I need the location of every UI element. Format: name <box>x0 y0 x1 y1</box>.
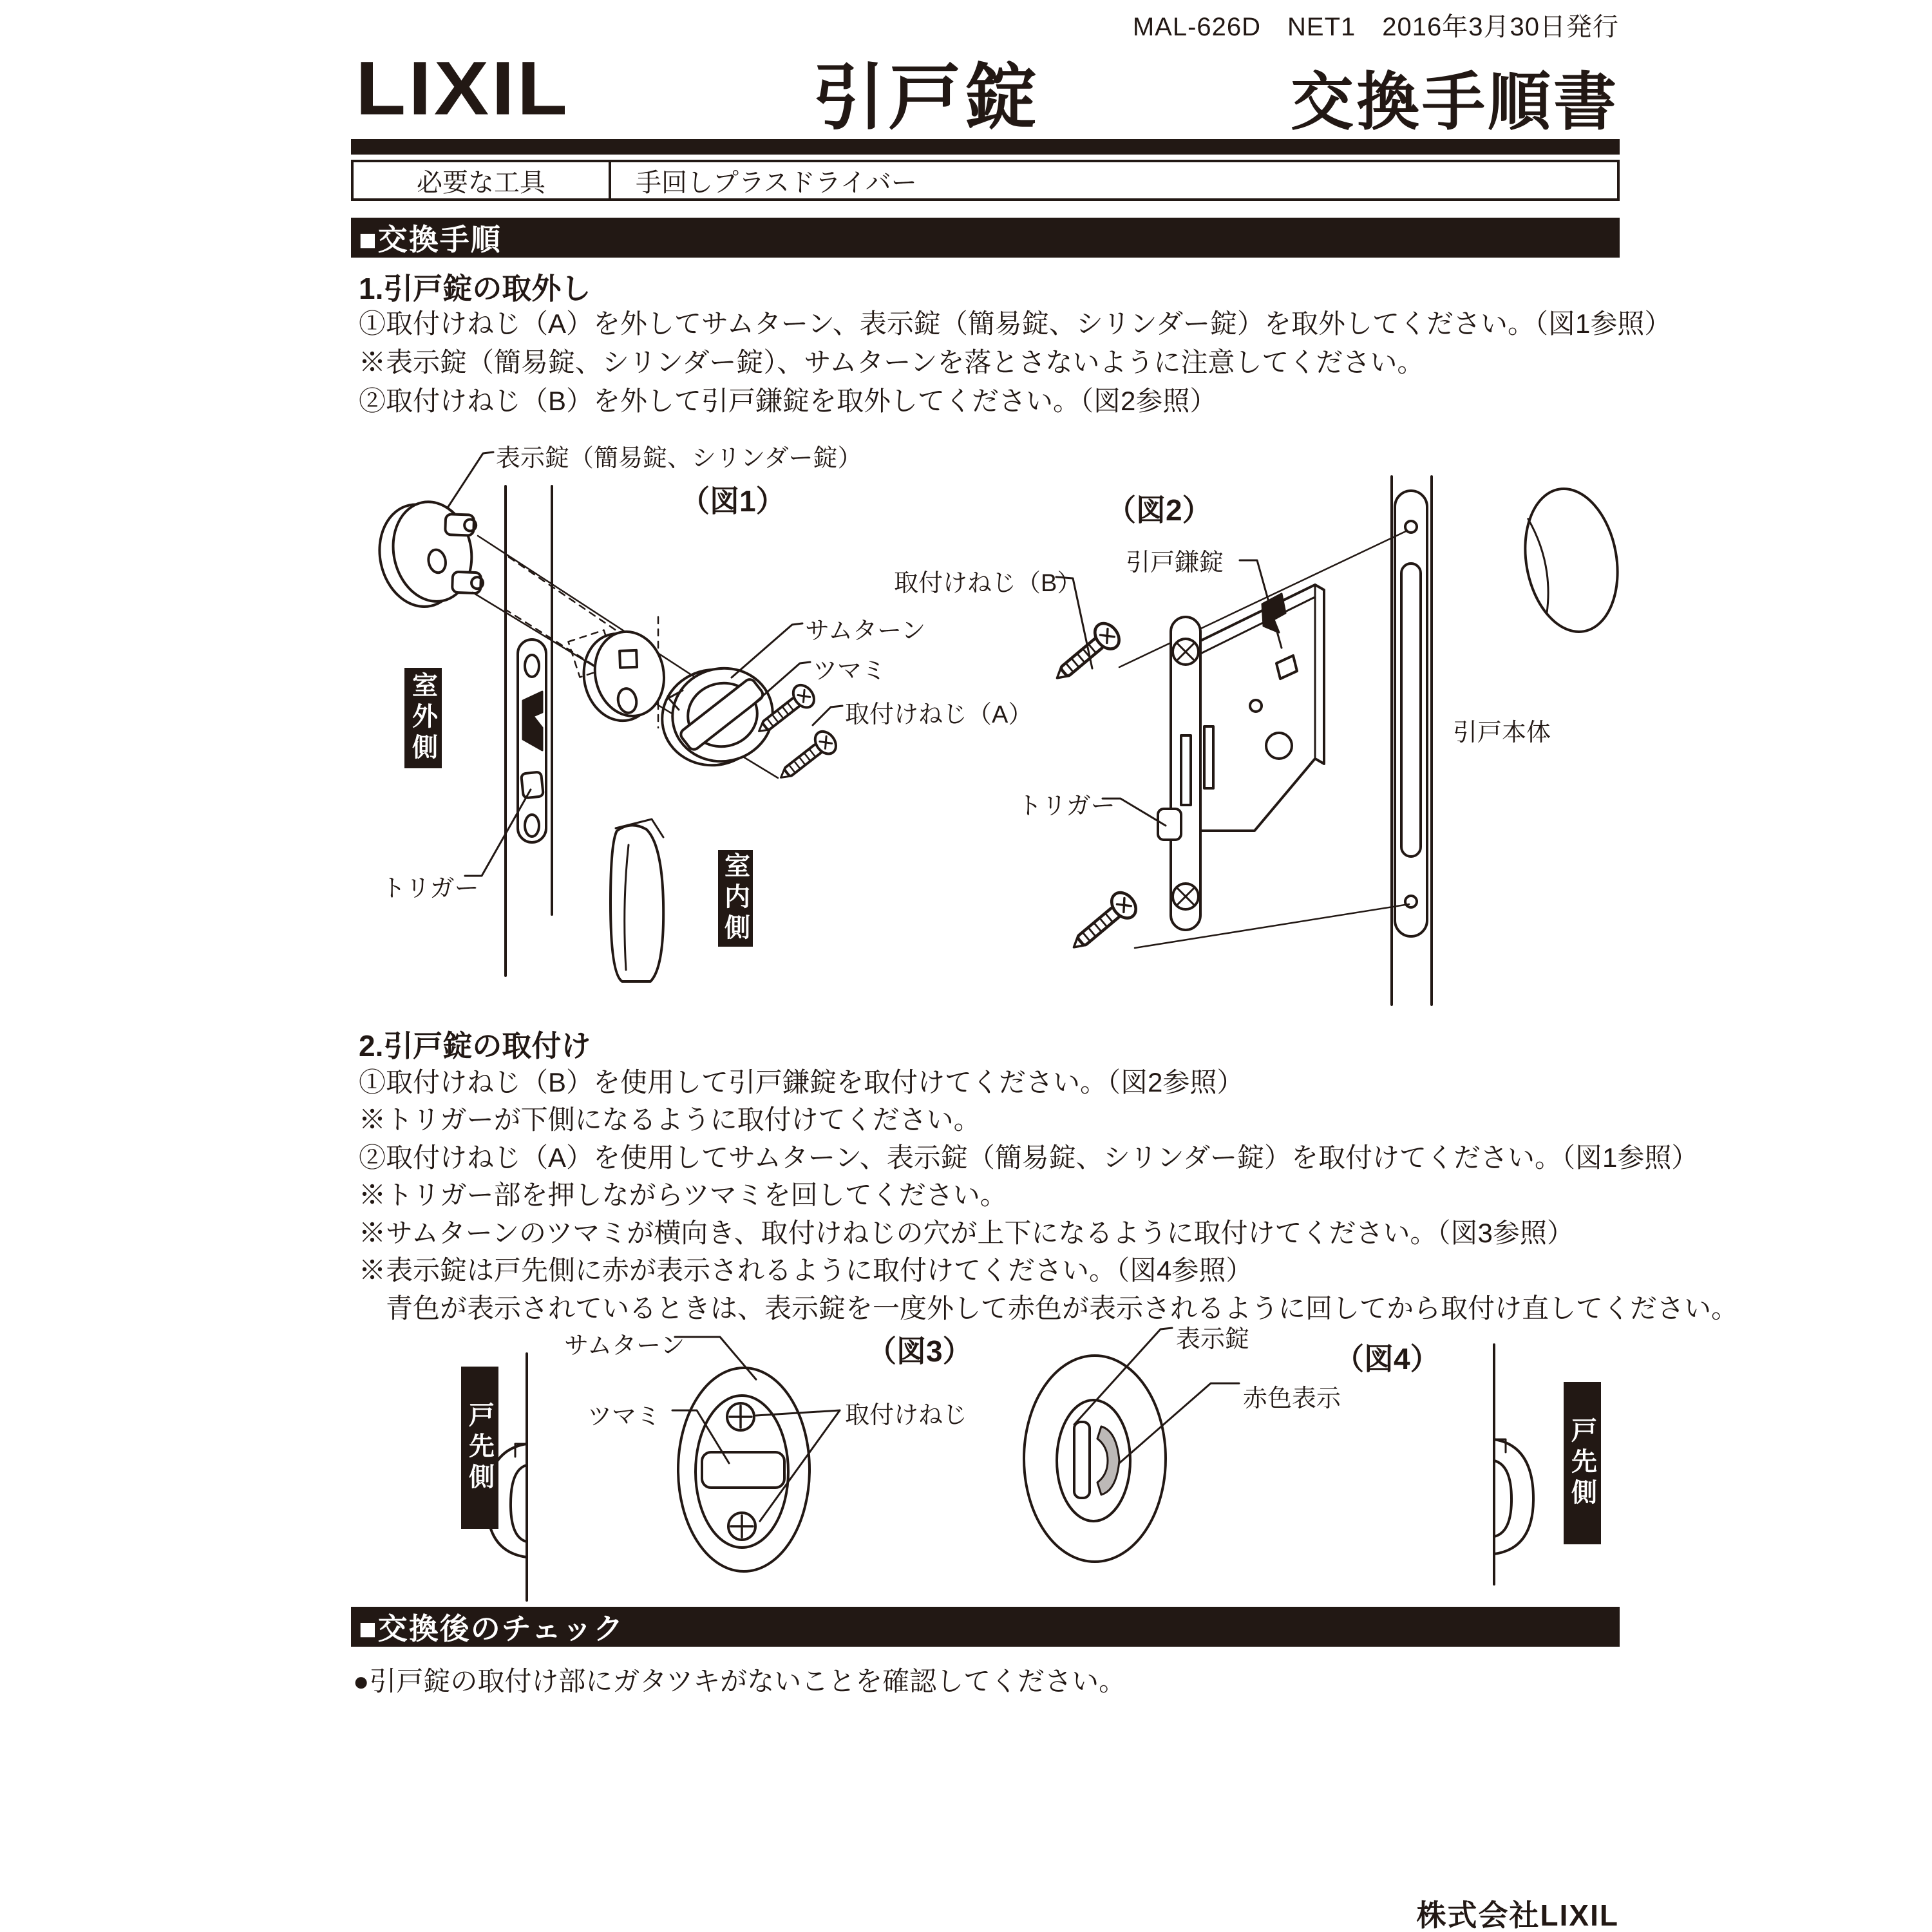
header-rule <box>351 139 1620 155</box>
fig3-thumbturn-face <box>678 1368 810 1571</box>
fig1-indicator-label: 表示錠（簡易錠、シリンダー錠） <box>496 445 862 472</box>
knob-slot-icon <box>702 1452 784 1488</box>
fig3-thumbturn-leader <box>675 1337 756 1379</box>
step2-line: ※トリガーが下側になるように取付けてください。 <box>359 1104 981 1135</box>
step2-line: ②取付けねじ（A）を使用してサムターン、表示錠（簡易錠、シリンダー錠）を取付けてください。（図1参照） <box>359 1142 1699 1173</box>
screw-b-icon <box>1048 619 1124 689</box>
indicator-slot-icon <box>1074 1422 1090 1498</box>
fig4-indicator-label: 表示錠 <box>1176 1326 1250 1353</box>
door-end-side-label: 戸先側 <box>1564 1382 1601 1544</box>
step2-line: ※表示錠は戸先側に赤が表示されるように取付けてください。（図4参照） <box>359 1255 1253 1285</box>
fig2-hook-lock-label: 引戸鎌錠 <box>1126 549 1224 576</box>
fig2-screw-b-label: 取付けねじ（B） <box>894 570 1082 597</box>
inside-side-label: 室内側 <box>718 850 753 947</box>
check-line: ●引戸錠の取付け部にガタツキがないことを確認してください。 <box>353 1666 1126 1696</box>
thumbturn-icon <box>653 659 781 775</box>
lixil-logo: LIXIL <box>355 46 570 131</box>
trigger-icon <box>521 772 544 798</box>
fig4-door-pull-icon <box>1494 1439 1533 1554</box>
step2-line: 青色が表示されているときは、表示錠を一度外して赤色が表示されるように回してから取付け直してください。 <box>359 1293 1739 1323</box>
red-indicator-icon <box>1097 1426 1119 1495</box>
check-section-bar: ■交換後のチェック <box>351 1607 1620 1647</box>
doc-title: 交換手順書 <box>1290 66 1619 137</box>
procedure-section-bar: ■交換手順 <box>351 218 1620 258</box>
doc-number: MAL-626D NET1 2016年3月30日発行 <box>1132 13 1619 41</box>
strike-plate-icon <box>1395 491 1427 936</box>
fig4-red-display-leader <box>1119 1383 1239 1463</box>
fig1-knob-label: ツマミ <box>813 658 887 685</box>
trigger-icon <box>1158 809 1181 840</box>
fig3-thumbturn-label: サムターン <box>564 1332 685 1359</box>
step2-line: ※トリガー部を押しながらツマミを回してください。 <box>359 1180 1007 1210</box>
fig1-trigger-label: トリガー <box>381 875 479 902</box>
tools-value-cell: 手回しプラスドライバー <box>636 168 917 197</box>
step1-line: ※表示錠（簡易錠、シリンダー錠）、サムターンを落とさないように注意してください。 <box>359 347 1425 377</box>
step1-line: ①取付けねじ（A）を外してサムターン、表示錠（簡易錠、シリンダー錠）を取外してください。（図1参照） <box>359 308 1672 339</box>
tools-table <box>351 160 1620 201</box>
indicator-lock-icon <box>370 493 491 614</box>
door-pull-icon <box>611 819 663 981</box>
step1-line: ②取付けねじ（B）を外して引戸鎌錠を取外してください。（図2参照） <box>359 386 1217 416</box>
fig4-caption: （図4） <box>1334 1342 1440 1376</box>
product-title: 引戸錠 <box>813 57 1041 138</box>
fig1-screw-a-leader <box>813 706 842 725</box>
fig2-door-body-label: 引戸本体 <box>1453 719 1551 746</box>
fig1-caption: （図1） <box>680 484 786 518</box>
fig2-faceplate <box>1158 617 1200 930</box>
fig1-exploded-lock-drawing <box>361 425 902 1005</box>
outside-side-label: 室外側 <box>404 668 442 768</box>
company-name: 株式会社LIXIL <box>1416 1899 1619 1932</box>
jamb-hole-icon <box>1515 482 1623 639</box>
step2-heading: 2.引戸錠の取付け <box>359 1029 591 1063</box>
step2-line: ※サムターンのツマミが横向き、取付けねじの穴が上下になるように取付けてください。（図3参照） <box>359 1218 1574 1248</box>
fig2-caption: （図2） <box>1106 493 1212 527</box>
fig3-caption: （図3） <box>867 1334 972 1368</box>
fig1-thumbturn-label: サムターン <box>805 618 926 645</box>
tools-label-cell: 必要な工具 <box>354 162 611 198</box>
door-end-side-label: 戸先側 <box>461 1367 498 1529</box>
step2-line: ①取付けねじ（B）を使用して引戸鎌錠を取付けてください。（図2参照） <box>359 1067 1244 1097</box>
fig3-screw-label: 取付けねじ <box>845 1402 968 1429</box>
fig4-red-display-label: 赤色表示 <box>1243 1385 1341 1412</box>
screw-a-icon <box>773 728 840 788</box>
thumbturn-base-icon <box>576 625 672 728</box>
step1-heading: 1.引戸錠の取外し <box>359 272 591 305</box>
fig4-indicator-front-drawing <box>1018 1314 1623 1604</box>
fig1-faceplate <box>518 639 546 842</box>
fig1-screw-a-label: 取付けねじ（A） <box>845 701 1033 728</box>
fig4-indicator-face <box>1024 1356 1166 1562</box>
fig3-knob-label: ツマミ <box>587 1403 661 1430</box>
fig2-trigger-label: トリガー <box>1018 793 1115 820</box>
screw-b-icon <box>1065 888 1141 958</box>
